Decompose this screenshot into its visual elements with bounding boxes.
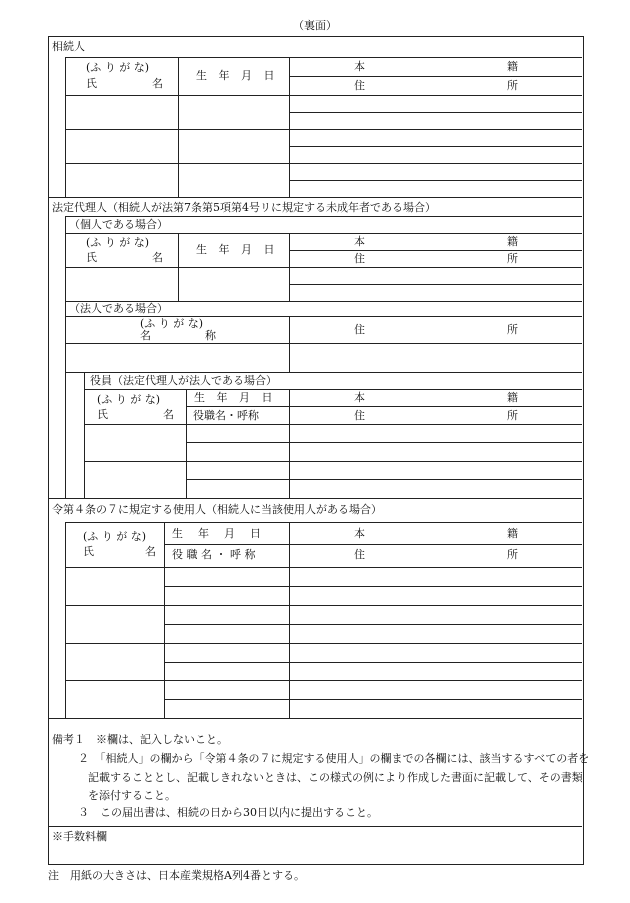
corporation-jusho-a: 住 (354, 323, 365, 336)
officer-honseki-a: 本 (354, 391, 365, 404)
individual-honseki-a: 本 (354, 235, 365, 248)
legal-rep-section-label: 法定代理人（相続人が法第7条第5項第4号リに規定する未成年者である場合） (52, 201, 436, 214)
heir-section-label: 相続人 (52, 40, 85, 53)
employee-jusho-a: 住 (354, 548, 365, 561)
employee-honseki-a: 本 (354, 527, 365, 540)
officer-birth-header: 生 年 月 日 (194, 391, 277, 404)
legal-rep-corporation-label: （法人である場合） (69, 302, 168, 315)
legal-rep-individual-label: （個人である場合） (69, 218, 168, 231)
officer-name-mei: 名 (163, 408, 174, 421)
individual-name-shi: 氏 (86, 251, 97, 264)
heir-birth-header: 生 年 月 日 (196, 69, 279, 82)
individual-birth-header: 生 年 月 日 (196, 243, 279, 256)
footer-note: 注 用紙の大きさは、日本産業規格A列4番とする。 (48, 869, 305, 882)
heir-honseki-a: 本 (354, 60, 365, 73)
employee-position-header: 役 職 名 ・ 呼 称 (172, 548, 256, 561)
individual-jusho-b: 所 (507, 252, 518, 265)
officer-name-shi: 氏 (97, 408, 108, 421)
legal-rep-officer-label: 役員（法定代理人が法人である場合） (90, 374, 277, 387)
employee-honseki-b: 籍 (507, 527, 518, 540)
employee-birth-header: 生 年 月 日 (172, 527, 263, 540)
employee-section-label: 令第４条の７に規定する使用人（相続人に当該使用人がある場合） (52, 503, 382, 516)
remark-3: ３ この届出書は、相続の日から30日以内に提出すること。 (78, 806, 378, 819)
officer-jusho-a: 住 (354, 409, 365, 422)
employee-name-mei: 名 (145, 545, 156, 558)
individual-furigana-header: (ふ り が な) (86, 236, 150, 249)
remark-2-line-3: を添付すること。 (88, 789, 176, 802)
employee-jusho-b: 所 (507, 548, 518, 561)
heir-furigana-header: (ふ り が な) (86, 61, 150, 74)
heir-jusho-a: 住 (354, 79, 365, 92)
employee-name-shi: 氏 (83, 545, 94, 558)
employee-furigana-header: (ふ り が な) (83, 530, 147, 543)
individual-name-mei: 名 (152, 251, 163, 264)
page-title: （裏面） (293, 19, 337, 32)
corporation-meisho-a: 名 (140, 329, 151, 342)
individual-honseki-b: 籍 (507, 235, 518, 248)
heir-honseki-b: 籍 (507, 60, 518, 73)
fee-label: ※手数料欄 (52, 830, 107, 843)
remark-1: 備考１ ※欄は、記入しないこと。 (52, 733, 228, 746)
officer-honseki-b: 籍 (507, 391, 518, 404)
corporation-furigana-header: (ふ り が な) (140, 317, 204, 330)
corporation-jusho-b: 所 (507, 323, 518, 336)
corporation-meisho-b: 称 (205, 329, 216, 342)
remark-2-line-2: 記載することとし、記載しきれないときは、この様式の例により作成した書面に記載して、その書類 (88, 771, 583, 784)
heir-jusho-b: 所 (507, 79, 518, 92)
individual-jusho-a: 住 (354, 252, 365, 265)
heir-name-mei: 名 (152, 77, 163, 90)
officer-position-header: 役職名・呼称 (193, 409, 259, 422)
remark-2-line-1: ２ 「相続人」の欄から「令第４条の７に規定する使用人」の欄までの各欄には、該当するすべての者を (78, 752, 590, 765)
officer-jusho-b: 所 (507, 409, 518, 422)
heir-name-shi: 氏 (86, 77, 97, 90)
officer-furigana-header: (ふ り が な) (97, 393, 161, 406)
